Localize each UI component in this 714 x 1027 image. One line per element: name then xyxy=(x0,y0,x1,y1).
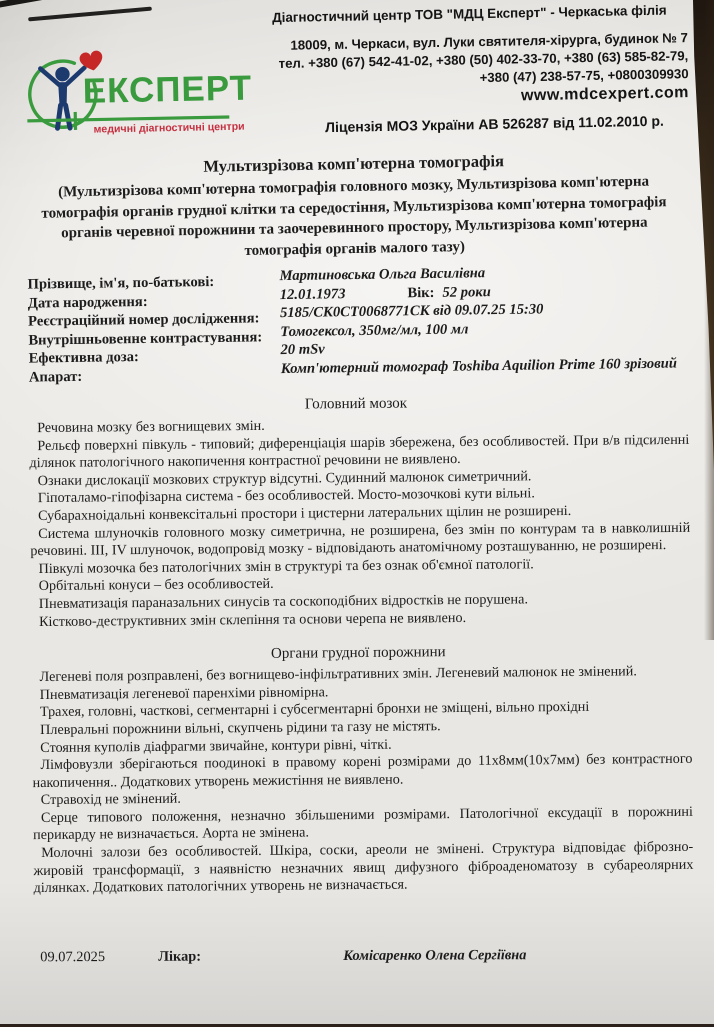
section-heading-brain: Головний мозок xyxy=(0,393,713,417)
device-value: Комп'ютерний томограф Toshiba Aquilion Prime 160 зрізовий xyxy=(281,354,681,378)
report-paragraph: Ознаки дислокації мозкових структур відсутні. Судинний малюнок симетричний. xyxy=(30,467,690,491)
brand-tagline: медичні діагностичні центри xyxy=(93,121,244,136)
report-paragraph: Пневматизація легеневої паренхіми рівномірна. xyxy=(32,681,692,705)
report-paragraph: Речовина мозку без вогнищевих змін. xyxy=(29,414,689,438)
person-leg-left xyxy=(57,105,61,128)
report-paragraph: Орбітальні конуси – без особливостей. xyxy=(31,572,691,596)
report-paragraph: Система шлуночків головного мозку симетрична, не розширена, без змін по контурам та в навколишній речовині. III, IV шлуночок, водопровід мозку - відповідають анатомічному розташуванню, не розширені. xyxy=(30,519,690,561)
report-paragraph: Пневматизація параназальних синусів та соскоподібних відростків не порушена. xyxy=(31,590,691,614)
clinic-address: 18009, м. Черкаси, вул. Луки святителя-хірурга, будинок № 7 xyxy=(238,29,688,56)
report-paragraph: Трахея, головні, часткові, сегментарні і субсегментарні бронхи не зміщені, вільно прохідні xyxy=(32,698,692,722)
report-date: 09.07.2025 xyxy=(40,949,158,967)
report-paragraph: Субарахноідальні конвексітальні простори і цистерни латеральних щілин не розширені. xyxy=(30,502,690,526)
report-paragraph: Легеневі поля розправлені, без вогнищево-інфільтративних змін. Легеневий малюнок не змінений. xyxy=(31,663,691,687)
patient-info xyxy=(27,266,688,386)
person-icon xyxy=(55,67,70,82)
report-paragraph: Лімфовузли зберігаються поодинокі в правому корені розмірами до 11х8мм(10х7мм) без контрастного накопичення.. Додаткових утворень межистіння не виявлено. xyxy=(32,751,692,793)
device-label: Апарат: xyxy=(29,365,281,387)
clinic-phones: +380 (47) 238-57-75, +0800309930 xyxy=(238,65,688,92)
birth-date-label: Дата народження: xyxy=(28,291,280,313)
chest-section xyxy=(31,663,693,898)
report-paragraph: Гіпоталамо-гіпофізарна система - без особливостей. Мосто-мозочкові кути вільні. xyxy=(30,484,690,508)
report-paragraph: Молочні залози без особливостей. Шкіра, соски, ареоли не змінені. Структура відповідає фіброзно-жировій трансформації, з наявністю незначних явищ дифузного фіброаденоматозу в субареолярних ділянках. Додаткових патологічних утворень не визначається. xyxy=(33,839,693,898)
clinic-logo xyxy=(20,41,234,145)
letterhead xyxy=(0,0,712,145)
section-heading-chest: Органи грудної порожнини xyxy=(1,642,714,666)
document-subtitle: (Мультизрізова комп'ютерна томографія головного мозку, Мультизрізова комп'ютерна томографія органів грудної клітки та середостіння, Мультизрізова комп'ютерна томографія органів черевної порожнини та заочеревинного простору, Мультизрізова комп'ютерна томографія органів малого тазу) xyxy=(22,171,685,265)
brain-section xyxy=(29,414,691,631)
report-paragraph: Півкулі мозочка без патологічних змін в структурі та без ознак об'ємної патології. xyxy=(30,555,690,579)
dose-value: 20 mSv xyxy=(280,340,324,359)
signature-block xyxy=(40,946,714,966)
report-paragraph: Кістково-деструктивних змін склепіння та основи черепа не виявлено. xyxy=(31,607,691,631)
clinic-website: www.mdcexpert.com xyxy=(239,83,689,112)
report-paragraph: Плевральні порожнини вільні, скупчень рідини та газу не містять. xyxy=(32,716,692,740)
birth-date: 12.01.1973 xyxy=(280,286,346,303)
patient-name-value: Мартиновська Ольга Василівна xyxy=(279,264,485,285)
registration-label: Реєстраційний номер дослідження: xyxy=(28,309,280,331)
registration-value: 5185/СК0СТ0068771СК від 09.07.25 15:30 xyxy=(280,300,544,322)
clinic-contacts xyxy=(237,0,700,141)
doctor-label: Лікар: xyxy=(158,948,343,966)
report-paragraph: Стравохід не змінений. xyxy=(33,786,693,810)
clinic-license: Ліцензія МОЗ України АВ 526287 від 11.02.2010 р. xyxy=(239,112,689,137)
contrast-label: Внутрішньовенне контрастування: xyxy=(28,328,280,350)
brand-name: ЕКСПЕРТ xyxy=(82,71,252,109)
report-paragraph: Рельєф поверхні півкуль - типовий; диференціація шарів збережена, без особливостей. При в/в підсиленні ділянок патологічного накопичення контрастної речовини не виявлено. xyxy=(29,431,689,473)
clinic-name: Діагностичний центр ТОВ "МДЦ Експерт" - Черкаська філія xyxy=(237,2,687,26)
report-paragraph: Стояння куполів діафрагми звичайне, контури рівні, чіткі. xyxy=(32,733,692,757)
contrast-value: Томогексол, 350мг/мл, 100 мл xyxy=(280,320,468,341)
clinic-phones: тел. +380 (67) 542-41-02, +380 (50) 402-33-70, +380 (63) 585-82-79, xyxy=(238,47,688,74)
person-leg-right xyxy=(66,105,70,128)
doctor-name: Комісаренко Олена Сергіївна xyxy=(343,947,526,965)
report-paragraph: Серце типового положення, незначно збільшеними розмірами. Патологічної ексудації в порожнині перикарду не визначається. Аорта не змінена. xyxy=(33,804,693,846)
document-title: Мультизрізова комп'ютерна томографія xyxy=(7,148,701,181)
age-value: 52 роки xyxy=(442,284,491,301)
age-label: Вік: xyxy=(407,284,434,300)
patient-name-label: Прізвище, ім'я, по-батькові: xyxy=(27,272,279,294)
dose-label: Ефективна доза: xyxy=(29,346,281,368)
